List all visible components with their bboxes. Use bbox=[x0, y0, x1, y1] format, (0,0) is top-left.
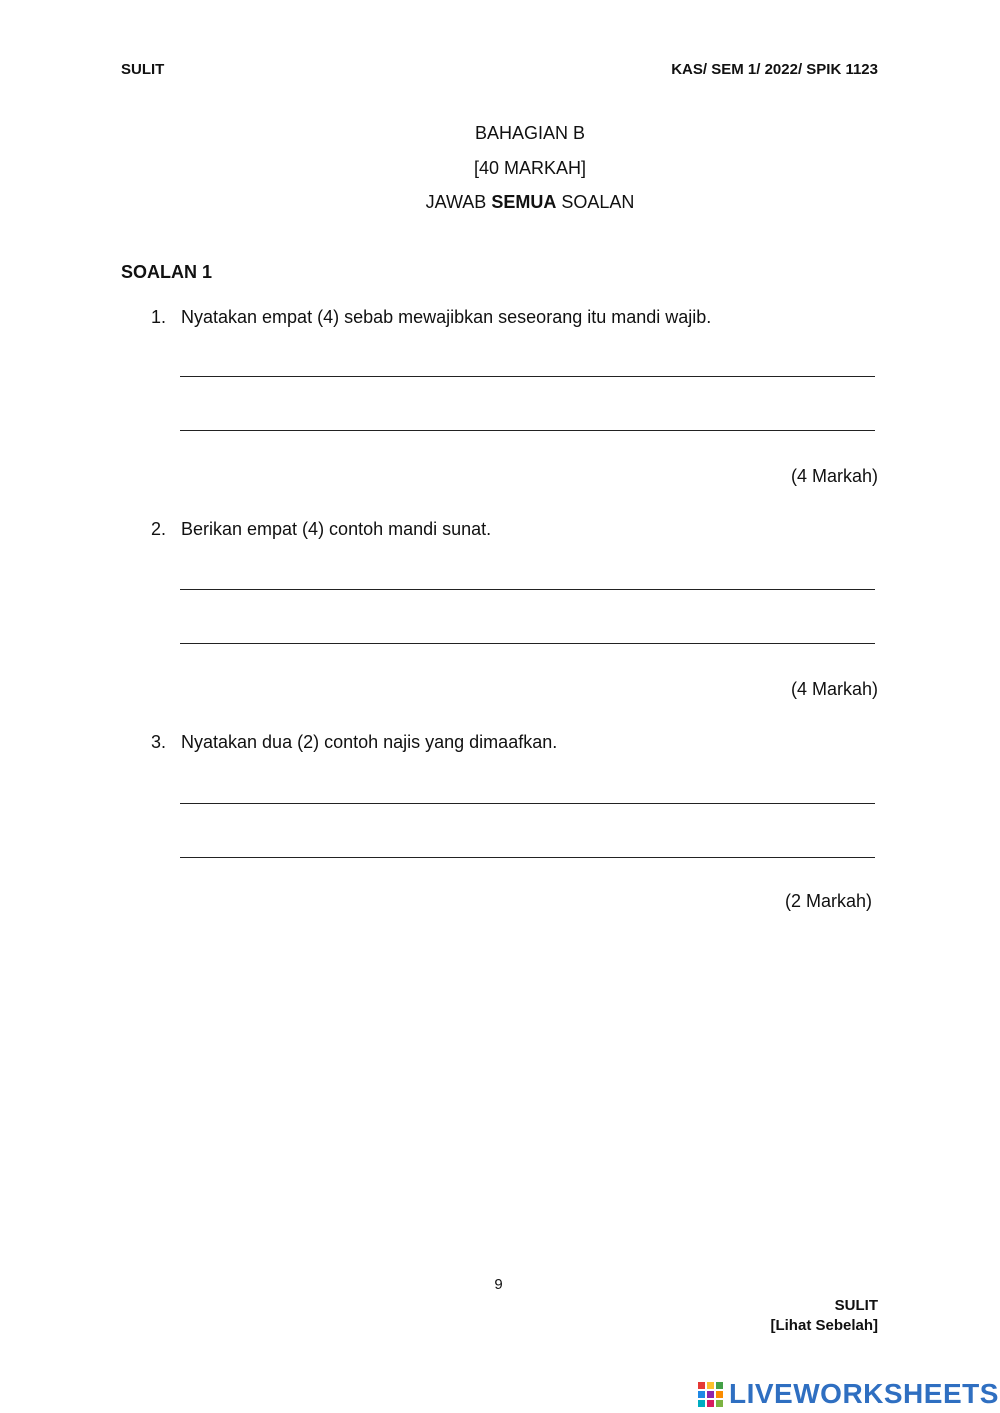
question-3-marks: (2 Markah) bbox=[784, 891, 872, 911]
logo-block bbox=[698, 1382, 705, 1389]
answer-line-1a[interactable] bbox=[180, 376, 875, 377]
instruction-bold: SEMUA bbox=[491, 192, 557, 212]
question-3-text: Nyatakan dua (2) contoh najis yang dimaafkan. bbox=[181, 732, 558, 752]
liveworksheets-logo bbox=[698, 1378, 999, 1410]
logo-block bbox=[698, 1400, 705, 1407]
logo-block bbox=[716, 1391, 723, 1398]
answer-line-2b[interactable] bbox=[180, 643, 875, 644]
logo-block bbox=[707, 1382, 714, 1389]
question-group-title: SOALAN 1 bbox=[121, 262, 213, 282]
header-right: KAS/ SEM 1/ 2022/ SPIK 1123 bbox=[671, 61, 878, 78]
question-2-text: Berikan empat (4) contoh mandi sunat. bbox=[181, 519, 492, 539]
logo-text: LIVEWORKSHEETS bbox=[729, 1378, 999, 1409]
footer-classification: SULIT bbox=[834, 1297, 878, 1314]
logo-block bbox=[707, 1400, 714, 1407]
logo-block bbox=[716, 1382, 723, 1389]
question-2-number: 2. bbox=[151, 519, 167, 539]
answer-line-2a[interactable] bbox=[180, 589, 875, 590]
section-marks: [40 MARKAH] bbox=[473, 158, 587, 178]
instruction-post: SOALAN bbox=[556, 192, 635, 212]
answer-line-1b[interactable] bbox=[180, 430, 875, 431]
question-1-marks: (4 Markah) bbox=[790, 466, 878, 486]
question-2-marks: (4 Markah) bbox=[790, 679, 878, 699]
question-3-number: 3. bbox=[151, 732, 167, 752]
logo-block bbox=[698, 1391, 705, 1398]
header-left: SULIT bbox=[121, 61, 165, 78]
footer-next-page: [Lihat Sebelah] bbox=[770, 1317, 878, 1334]
answer-line-3b[interactable] bbox=[180, 857, 875, 858]
answer-line-3a[interactable] bbox=[180, 803, 875, 804]
instruction-pre: JAWAB bbox=[425, 192, 492, 212]
question-1-text: Nyatakan empat (4) sebab mewajibkan seseorang itu mandi wajib. bbox=[181, 307, 712, 327]
section-title: BAHAGIAN B bbox=[474, 123, 586, 143]
logo-block bbox=[707, 1391, 714, 1398]
logo-block bbox=[716, 1400, 723, 1407]
page-number: 9 bbox=[494, 1276, 503, 1293]
question-1-number: 1. bbox=[151, 307, 167, 327]
logo-icon bbox=[698, 1382, 723, 1407]
section-instruction bbox=[0, 192, 1000, 213]
